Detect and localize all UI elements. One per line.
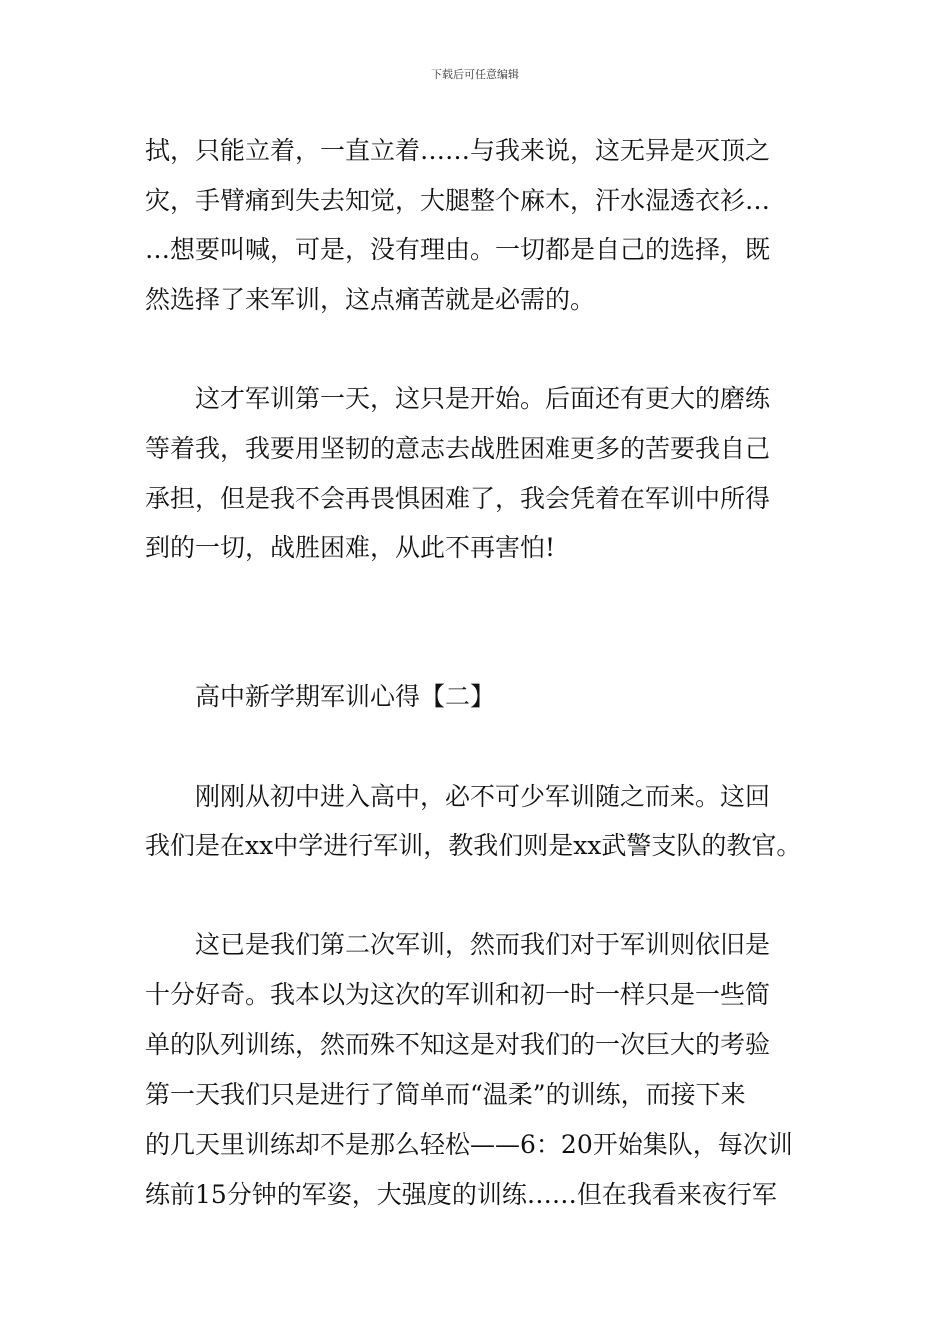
text-line: 这才军训第一天，这只是开始。后面还有更大的磨练 bbox=[145, 384, 771, 413]
text-line: 练前15分钟的军姿，大强度的训练……但在我看来夜行军 bbox=[145, 1180, 777, 1209]
text-line: 灾，手臂痛到失去知觉，大腿整个麻木，汗水湿透衣衫… bbox=[145, 186, 771, 215]
text-line: 十分好奇。我本以为这次的军训和初一时一样只是一些简 bbox=[145, 980, 771, 1009]
text-line: 我们是在xx中学进行军训，教我们则是xx武警支队的教官。 bbox=[145, 831, 802, 860]
text-line: …想要叫喊，可是，没有理由。一切都是自己的选择，既 bbox=[145, 235, 771, 264]
text-line: 等着我，我要用坚韧的意志去战胜困难更多的苦要我自己 bbox=[145, 434, 771, 463]
text-line: 然选择了来军训，这点痛苦就是必需的。 bbox=[145, 285, 596, 314]
text-line: 到的一切，战胜困难，从此不再害怕! bbox=[145, 533, 556, 562]
text-line: 承担，但是我不会再畏惧困难了，我会凭着在军训中所得 bbox=[145, 484, 771, 513]
text-line: 拭，只能立着，一直立着……与我来说，这无异是灭顶之 bbox=[145, 136, 771, 165]
text-line: 这已是我们第二次军训，然而我们对于军训则依旧是 bbox=[145, 930, 771, 959]
text-line: 第一天我们只是进行了简单而“温柔”的训练，而接下来 bbox=[145, 1080, 746, 1109]
section-heading: 高中新学期军训心得【二】 bbox=[145, 682, 496, 711]
header-note: 下载后可任意编辑 bbox=[431, 68, 519, 81]
text-line: 的几天里训练却不是那么轻松——6：20开始集队，每次训 bbox=[145, 1130, 793, 1159]
text-line: 单的队列训练，然而殊不知这是对我们的一次巨大的考验 bbox=[145, 1030, 771, 1059]
text-line: 刚刚从初中进入高中，必不可少军训随之而来。这回 bbox=[145, 782, 771, 811]
